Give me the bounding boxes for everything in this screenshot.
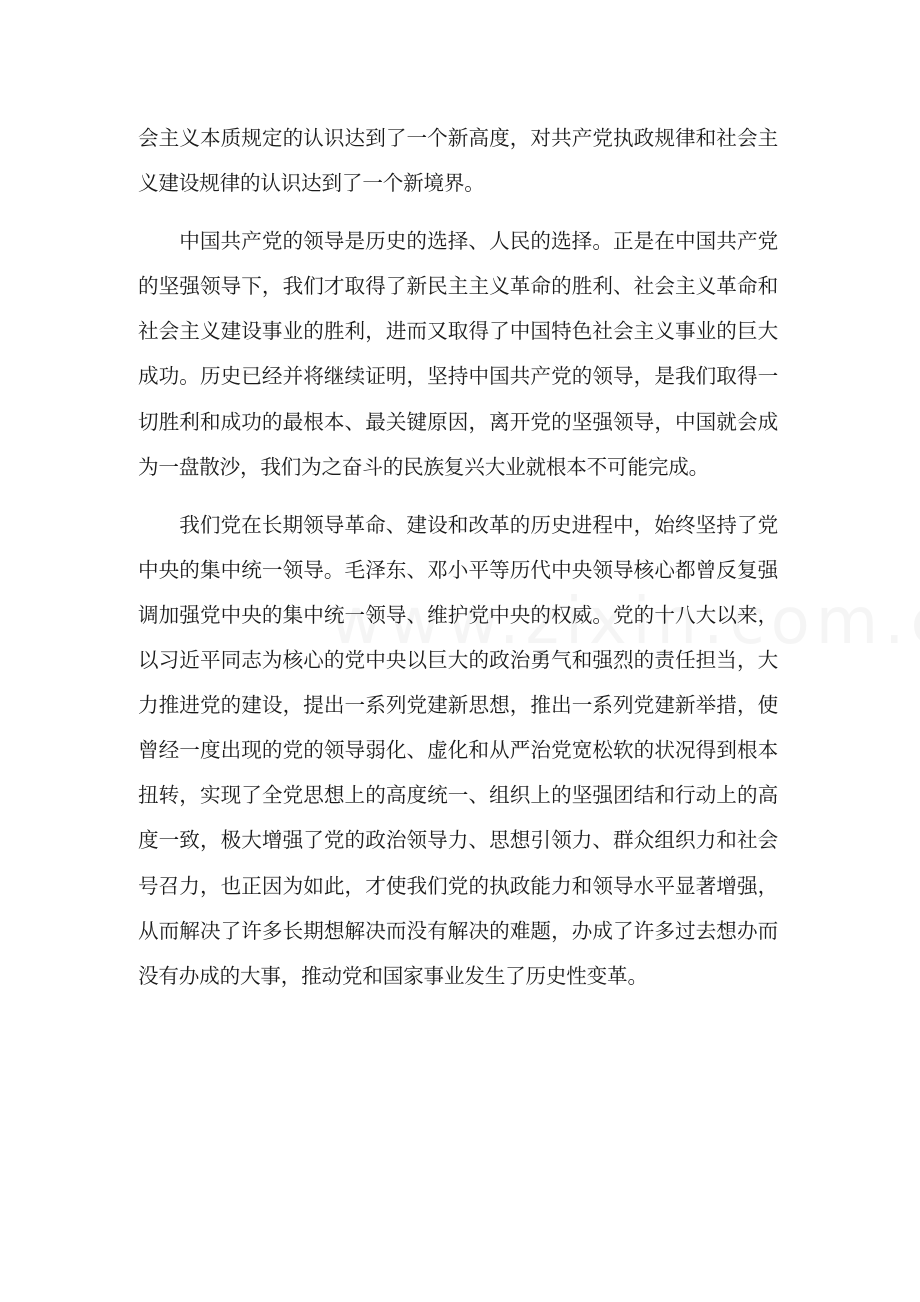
paragraph-3: 我们党在长期领导革命、建设和改革的历史进程中，始终坚持了党中央的集中统一领导。毛泽东、邓小平等历代中央领导核心都曾反复强调加强党中央的集中统一领导、维护党中央的权威。党的十八大以来，以习近平同志为核心的党中央以巨大的政治勇气和强烈的责任担当，大力推进党的建设，提出一系列党建新思想，推出一系列党建新举措，使曾经一度出现的党的领导弱化、虚化和从严治党宽松软的状况得到根本扭转，实现了全党思想上的高度统一、组织上的坚强团结和行动上的高度一致，极大增强了党的政治领导力、思想引领力、群众组织力和社会号召力，也正因为如此，才使我们党的执政能力和领导水平显著增强，从而解决了许多长期想解决而没有解决的难题，办成了许多过去想办而没有办成的大事，推动党和国家事业发生了历史性变革。	[138, 512, 778, 988]
document-body	[138, 116, 778, 999]
paragraph-1: 会主义本质规定的认识达到了一个新高度，对共产党执政规律和社会主义建设规律的认识达到了一个新境界。	[138, 126, 778, 196]
paragraph-2: 中国共产党的领导是历史的选择、人民的选择。正是在中国共产党的坚强领导下，我们才取得了新民主主义革命的胜利、社会主义革命和社会主义建设事业的胜利，进而又取得了中国特色社会主义事业的巨大成功。历史已经并将继续证明，坚持中国共产党的领导，是我们取得一切胜利和成功的最根本、最关键原因，离开党的坚强领导，中国就会成为一盘散沙，我们为之奋斗的民族复兴大业就根本不可能完成。	[138, 229, 778, 479]
